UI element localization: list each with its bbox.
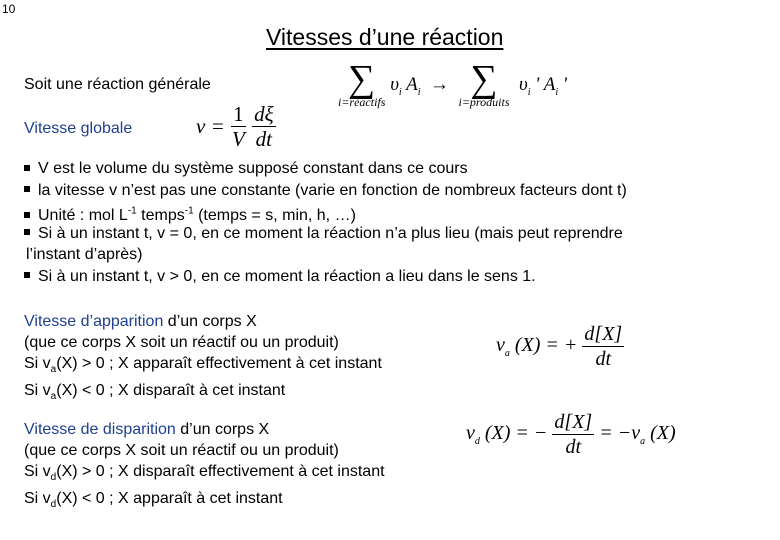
bullet-icon bbox=[24, 229, 30, 235]
disparition-formula: $v_d$ (X) = − $\frac{d[X]}{dt}$ = $-v_a$ (X) bbox=[466, 411, 676, 458]
bullet-item: la vitesse v n’est pas une constante (varie en fonction de nombreux facteurs dont t) bbox=[22, 180, 627, 202]
bullet-item: Si à un instant t, v > 0, en ce moment la réaction a lieu dans le sens 1. bbox=[22, 266, 627, 288]
general-reaction-equation: ∑ i=réactifs $\upsilon_i$ $A_i$ → ∑ i=produits $\upsilon_i$ ' $A_i$ ' bbox=[338, 58, 567, 109]
apparition-formula: $v_a$ (X) = + $\frac{d[X]}{dt}$ bbox=[496, 323, 623, 370]
bullet-continuation: l’instant d’après) bbox=[26, 246, 143, 263]
bullet-icon bbox=[24, 272, 30, 278]
general-reaction-label: Soit une réaction générale bbox=[24, 76, 211, 93]
bullet-list bbox=[22, 158, 627, 287]
bullet-item: Si à un instant t, v = 0, en ce moment la réaction n’a plus lieu (mais peut reprendre bbox=[22, 223, 627, 245]
page-title: Vitesses d’une réaction bbox=[266, 24, 504, 50]
apparition-heading: Vitesse d’apparition bbox=[24, 313, 164, 330]
bullet-icon bbox=[24, 212, 30, 218]
slide-number: 10 bbox=[2, 2, 16, 16]
disparition-line: Si $v_d(X) < 0$ ; X apparaît à cet instant bbox=[24, 490, 283, 511]
apparition-line: Si $v_a(X) > 0$ ; X apparaît effectivement à cet instant bbox=[24, 355, 382, 376]
bullet-icon bbox=[24, 165, 30, 171]
apparition-block: Vitesse d’apparition d’un corps X (que ce corps X soit un réactif ou un produit) Si $v_a(X) > 0$ ; X apparaît effectivement à cet instant Si $v_a(X) < 0$ ; X disparaît à cet instant bbox=[24, 311, 382, 407]
bullet-item: Unité : mol $L^{-1}$ temps$^{-1}$ (temps = s, min, h, …) bbox=[22, 201, 627, 223]
apparition-line: Si $v_a(X) < 0$ ; X disparaît à cet instant bbox=[24, 382, 286, 403]
bullet-icon bbox=[24, 186, 30, 192]
disparition-heading: Vitesse de disparition bbox=[24, 421, 176, 438]
bullet-item: V est le volume du système supposé constant dans ce cours bbox=[22, 158, 627, 180]
global-speed-label: Vitesse globale bbox=[24, 120, 133, 137]
disparition-block: Vitesse de disparition d’un corps X (que ce corps X soit un réactif ou un produit) Si $v_d(X) > 0$ ; X disparaît effectivement à cet instant Si $v_d(X) < 0$ ; X apparaît à cet instant bbox=[24, 419, 385, 515]
apparition-line: (que ce corps X soit un réactif ou un produit) bbox=[24, 334, 339, 351]
sum-produits-index: i=produits bbox=[458, 95, 510, 109]
sum-reactifs-index: i=réactifs bbox=[338, 95, 386, 109]
disparition-line: Si $v_d(X) > 0$ ; X disparaît effectivement à cet instant bbox=[24, 463, 385, 484]
global-speed-formula: v = $\frac{1}{V}$ $\frac{d\xi}{dt}$ bbox=[196, 102, 274, 151]
disparition-line: (que ce corps X soit un réactif ou un produit) bbox=[24, 442, 339, 459]
